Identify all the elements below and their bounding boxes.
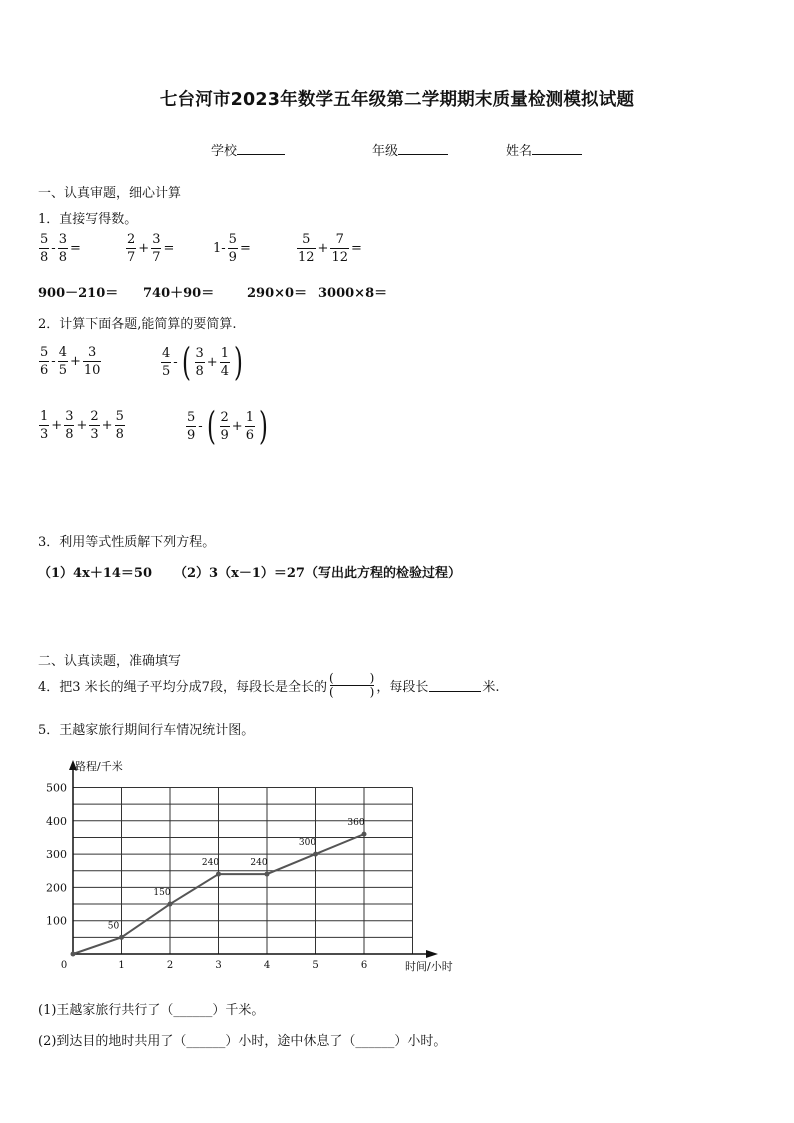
q1-calc-3: 290×0＝ — [247, 286, 308, 301]
x-tick-label: 5 — [312, 960, 319, 971]
q1-expr-2: $\frac{2}{7}$ + $\frac{3}{7}$ = — [127, 232, 175, 265]
fraction: $\frac{5}{12}$ — [298, 232, 315, 265]
x-tick-label: 3 — [215, 960, 222, 971]
left-paren: ( — [181, 340, 191, 384]
grade-field — [372, 140, 448, 159]
q3-part-2: （2）3（x－1）＝27（写出此方程的检验过程） — [174, 566, 461, 581]
y-tick-label: 100 — [46, 914, 67, 928]
section-2-heading: 二、认真读题，准确填写 — [38, 654, 182, 669]
fraction: $\frac{5}{8}$ — [40, 232, 49, 265]
q4-suffix: 米. — [482, 680, 500, 696]
data-point — [119, 935, 124, 940]
travel-line-chart — [30, 756, 470, 978]
right-paren: ) — [233, 340, 243, 384]
q4-fraction-blank[interactable]: ( ) ( ) — [328, 671, 375, 700]
fraction: $\frac{5}{8}$ — [115, 409, 124, 442]
school-field — [211, 140, 285, 159]
right-paren: ) — [258, 404, 268, 448]
y-tick-label: 300 — [46, 848, 67, 862]
q4-prefix: 4．把3 米长的绳子平均分成7段，每段长是全长的 — [38, 680, 327, 696]
fraction: $\frac{3}{8}$ — [195, 345, 204, 379]
fraction: $\frac{3}{8}$ — [65, 409, 74, 442]
fraction: $\frac{5}{9}$ — [228, 232, 237, 265]
school-blank[interactable] — [237, 142, 285, 155]
q2-expr-3: $\frac{1}{3}$ + $\frac{3}{8}$ + $\frac{2}{3}$ + $\frac{5}{8}$ — [40, 409, 124, 442]
data-point — [216, 872, 221, 877]
x-tick-label: 2 — [166, 960, 174, 971]
data-point — [265, 872, 270, 877]
data-point — [168, 902, 173, 907]
q3-part-1: （1）4x＋14＝50 — [38, 566, 153, 581]
fraction: $\frac{3}{10}$ — [83, 345, 101, 378]
fraction: $\frac{7}{12}$ — [331, 232, 348, 265]
fraction: $\frac{3}{7}$ — [152, 232, 161, 265]
name-field — [506, 140, 582, 159]
q1-label: 1．直接写得数。 — [38, 212, 138, 227]
q3-label: 3．利用等式性质解下列方程。 — [38, 535, 216, 550]
fraction: $\frac{2}{9}$ — [220, 409, 229, 443]
page-title: 七台河市2023年数学五年级第二学期期末质量检测模拟试题 — [159, 90, 635, 110]
school-label: 学校 — [211, 144, 238, 159]
q2-expr-4: $\frac{5}{9}$ - ( $\frac{2}{9}$ + $\frac{1}{6}$ ) — [187, 404, 268, 448]
fraction: $\frac{5}{9}$ — [187, 409, 196, 443]
fraction: $\frac{1}{3}$ — [40, 409, 49, 442]
data-label: 240 — [201, 858, 220, 869]
q5-label: 5．王越家旅行期间行车情况统计图。 — [38, 723, 255, 738]
q4-line — [38, 672, 499, 699]
data-label: 240 — [250, 858, 268, 869]
x-tick-label: 1 — [118, 960, 125, 971]
fraction: $\frac{5}{6}$ — [40, 345, 49, 378]
data-label: 150 — [153, 888, 171, 899]
fraction: $\frac{2}{3}$ — [90, 409, 99, 442]
q1-expr-1: $\frac{5}{8}$ - $\frac{3}{8}$ = — [40, 232, 81, 265]
y-tick-label: 500 — [46, 781, 67, 795]
data-label: 300 — [298, 838, 317, 849]
fraction: $\frac{4}{5}$ — [58, 345, 67, 378]
y-axis-title: 路程/千米 — [75, 760, 123, 773]
q1-expr-4: $\frac{5}{12}$ + $\frac{7}{12}$ = — [298, 232, 362, 265]
left-paren: ( — [206, 404, 216, 448]
q2-expr-2: $\frac{4}{5}$ - ( $\frac{3}{8}$ + $\frac{1}{4}$ ) — [162, 340, 243, 384]
section-1-heading: 一、认真审题，细心计算 — [38, 186, 182, 201]
y-tick-label: 200 — [46, 881, 67, 895]
x-tick-label: 6 — [360, 960, 368, 971]
x-tick-label: 4 — [263, 960, 271, 971]
grade-blank[interactable] — [398, 142, 448, 155]
q2-expr-1: $\frac{5}{6}$ - $\frac{4}{5}$ + $\frac{3}{10}$ — [40, 345, 101, 378]
q4-mid: ，每段长 — [376, 680, 429, 696]
data-label: 360 — [347, 818, 365, 829]
fraction: $\frac{3}{8}$ — [58, 232, 67, 265]
q5-sub-2: (2)到达目的地时共用了（______）小时，途中休息了（______）小时。 — [38, 1034, 447, 1049]
fraction: $\frac{2}{7}$ — [127, 232, 136, 265]
q5-sub-1: (1)王越家旅行共行了（______）千米。 — [38, 1003, 265, 1018]
q1-calc-4: 3000×8＝ — [318, 286, 388, 301]
q2-label: 2．计算下面各题,能简算的要简算. — [38, 317, 237, 332]
data-point — [71, 952, 76, 957]
fraction: $\frac{4}{5}$ — [162, 345, 171, 379]
name-label: 姓名 — [506, 144, 533, 159]
data-point — [362, 832, 367, 837]
q1-calc-2: 740＋90＝ — [143, 286, 215, 301]
fraction: $\frac{1}{4}$ — [220, 345, 229, 379]
q1-calc-1: 900－210＝ — [38, 286, 119, 301]
x-tick-label: 0 — [60, 960, 68, 971]
name-blank[interactable] — [532, 142, 582, 155]
x-axis-arrow — [426, 950, 438, 958]
data-point — [313, 852, 318, 857]
q1-expr-3: 1- $\frac{5}{9}$ = — [213, 232, 251, 265]
data-label: 50 — [107, 921, 120, 932]
y-tick-label: 400 — [46, 814, 67, 828]
fraction: $\frac{1}{6}$ — [245, 409, 254, 443]
grade-label: 年级 — [372, 144, 399, 159]
x-axis-title: 时间/小时 — [405, 960, 453, 973]
q4-length-blank[interactable] — [429, 679, 481, 692]
